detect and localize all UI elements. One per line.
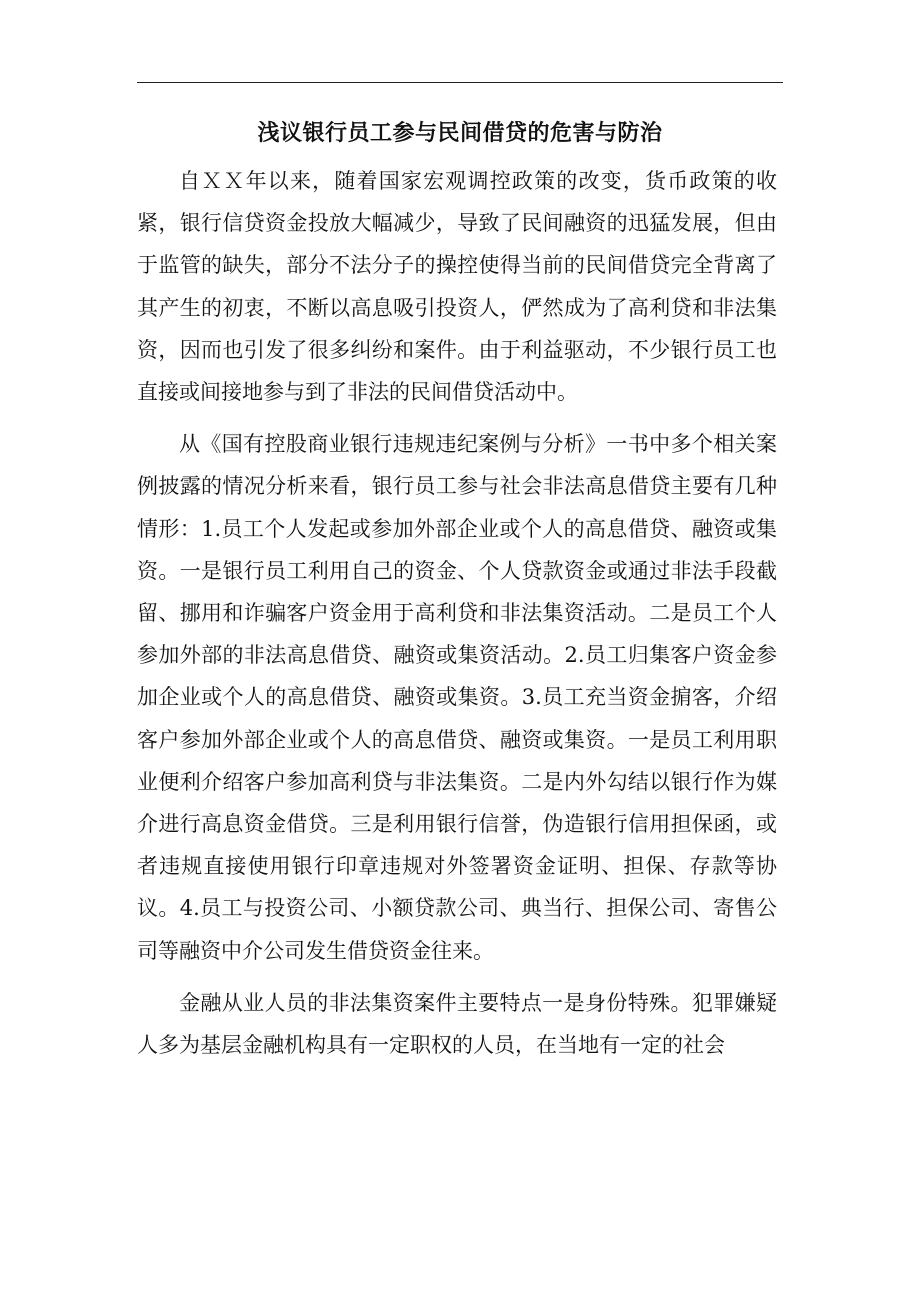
document-body [137,160,777,1076]
document-title: 浅议银行员工参与民间借贷的危害与防治 [257,121,663,146]
paragraph-2: 从《国有控股商业银行违规违纪案例与分析》一书中多个相关案例披露的情况分析来看，银行员工参与社会非法高息借贷主要有几种情形：1.员工个人发起或参加外部企业或个人的高息借贷、融资或集资。一是银行员工利用自己的资金、个人贷款资金或通过非法手段截留、挪用和诈骗客户资金用于高利贷和非法集资活动。二是员工个人参加外部的非法高息借贷、融资或集资活动。2.员工归集客户资金参加企业或个人的高息借贷、融资或集资。3.员工充当资金掮客，介绍客户参加外部企业或个人的高息借贷、融资或集资。一是员工利用职业便利介绍客户参加高利贷与非法集资。二是内外勾结以银行作为媒介进行高息资金借贷。三是利用银行信誉，伪造银行信用担保函，或者违规直接使用银行印章违规对外签署资金证明、担保、存款等协议。4.员工与投资公司、小额贷款公司、典当行、担保公司、寄售公司等融资中介公司发生借贷资金往来。 [137,432,777,963]
paragraph-3: 金融从业人员的非法集资案件主要特点一是身份特殊。犯罪嫌疑人多为基层金融机构具有一定职权的人员，在当地有一定的社会 [137,990,777,1058]
header-rule [137,82,783,83]
paragraph-1: 自ＸＸ年以来，随着国家宏观调控政策的改变，货币政策的收紧，银行信贷资金投放大幅减少，导致了民间融资的迅猛发展，但由于监管的缺失，部分不法分子的操控使得当前的民间借贷完全背离了其产生的初衷，不断以高息吸引投资人，俨然成为了高利贷和非法集资，因而也引发了很多纠纷和案件。由于利益驱动，不少银行员工也直接或间接地参与到了非法的民间借贷活动中。 [137,169,777,405]
